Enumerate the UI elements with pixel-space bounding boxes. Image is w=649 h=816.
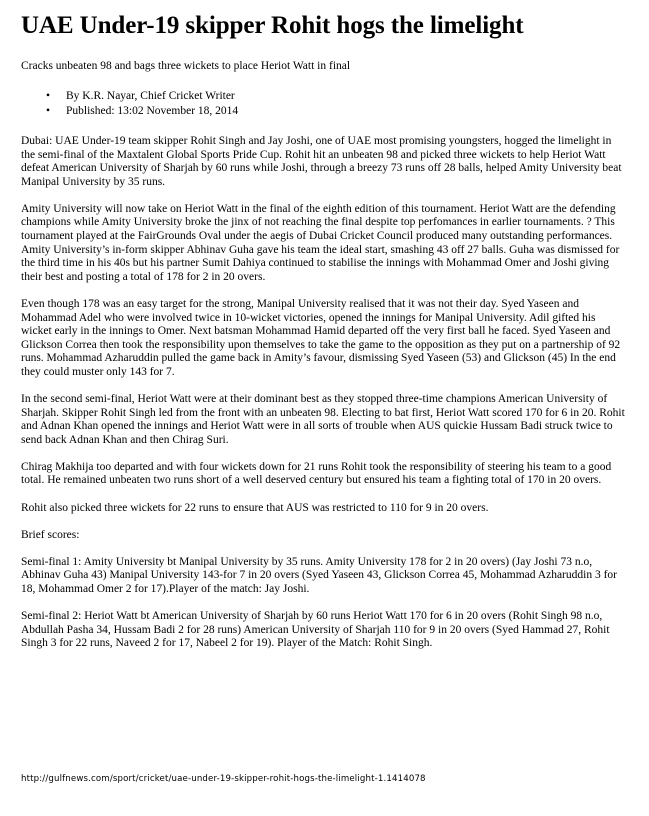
subheadline: Cracks unbeaten 98 and bags three wickets to place Heriot Watt in final — [21, 60, 351, 72]
paragraph-intro: Dubai: UAE Under-19 team skipper Rohit Singh and Jay Joshi, one of UAE most promising youngsters, hogged the limelight in the semi-final of the Maxtalent Global Sports Pride Cup. Rohit hit an unbeaten 98 and picked three wickets to help Heriot Watt defeat American University of Sharjah by 60 runs while Joshi, through a breezy 73 runs off 28 balls, helped Amity University beat Manipal University by 35 runs. — [21, 135, 622, 188]
headline: UAE Under-19 skipper Rohit hogs the limelight — [21, 12, 524, 39]
author-text: By K.R. Nayar, Chief Cricket Writer — [66, 90, 235, 102]
source-url: http://gulfnews.com/sport/cricket/uae-under-19-skipper-rohit-hogs-the-limelight-1.1414078 — [21, 774, 426, 784]
paragraph-second-semi: In the second semi-final, Heriot Watt were at their dominant best as they stopped three-time champions American University of Sharjah. Skipper Rohit Singh led from the front with an unbeaten 98. Electing to bat first, Heriot Watt scored 170 for 6 in 20. Rohit and Adnan Khan opened the innings and Heriot Watt were in all sorts of trouble when AUS quickie Hussam Badi struck twice to send back Adnan Khan and then Chirag Suri. — [21, 393, 625, 446]
paragraph-first-semi: Even though 178 was an easy target for the strong, Manipal University realised that it was not their day. Syed Yaseen and Mohammad Adel who were involved twice in 10-wicket victories, opened the innings for Manipal University. Adil gifted his wicket early in the innings to Omer. Next batsman Mohammad Hamid departed off the very first ball he faced. Syed Yaseen and Glickson Correa then took the responsibility upon themselves to take the game to the opposition as they put on a partnership of 92 runs. Mohammad Azharuddin pulled the game back in Amity’s favour, dismissing Syed Yaseen (53) and Glickson (45) In the end they could muster only 143 for 7. — [21, 297, 621, 378]
bullet-icon: • — [46, 90, 51, 102]
published-text: Published: 13:02 November 18, 2014 — [66, 104, 239, 117]
byline-author — [46, 89, 627, 104]
bullet-icon: • — [46, 104, 51, 117]
article-body — [21, 135, 627, 651]
paragraph-final-preview: Amity University will now take on Heriot Watt in the final of the eighth edition of this tournament. Heriot Watt are the defending champions while Amity University broke the jinx of not reaching the final despite top perfomances in earlier tournaments. ? This tournament played at the FairGrounds Oval under the aegis of Dubai Cricket Council produced many outstanding performances. Amity University’s in-form skipper Abhinav Guha gave his team the ideal start, smashing 43 off 27 balls. Guha was dismissed for the third time in his 40s but his partner Sumit Dahiya continued to stabilise the innings with Mohammad Omer and Joshi giving their best and posting a total of 178 for 2 in 20 overs. — [21, 202, 620, 283]
byline-published — [46, 104, 627, 119]
brief-scores-heading: Brief scores: — [21, 528, 80, 541]
score-semi-final-2: Semi-final 2: Heriot Watt bt American University of Sharjah by 60 runs Heriot Watt 170 for 6 in 20 overs (Rohit Singh 98 n.o, Abdullah Pasha 34, Hussam Badi 2 for 28 runs) American University of Sharjah 110 for 9 in 20 overs (Syed Hammad 27, Rohit Singh 3 for 22 runs, Naveed 2 for 17, Nabeel 2 for 19). Player of the Match: Rohit Singh. — [21, 610, 610, 650]
score-semi-final-1: Semi-final 1: Amity University bt Manipal University by 35 runs. Amity University 178 for 2 in 20 overs) (Jay Joshi 73 n.o, Abhinav Guha 43) Manipal University 143-for 7 in 20 overs (Syed Yaseen 43, Glickson Correa 45, Mohammad Azharuddin 3 for 18, Mohammad Omer 2 for 17).Player of the match: Jay Joshi. — [21, 555, 617, 595]
paragraph-rohit-bowling: Rohit also picked three wickets for 22 runs to ensure that AUS was restricted to 110 for 9 in 20 overs. — [21, 501, 489, 514]
byline-list — [21, 89, 627, 118]
paragraph-rohit-innings: Chirag Makhija too departed and with four wickets down for 21 runs Rohit took the responsibility of steering his team to a good total. He remained unbeaten two runs short of a well deserved century but ensured his team a fighting total of 170 in 20 overs. — [21, 460, 612, 487]
